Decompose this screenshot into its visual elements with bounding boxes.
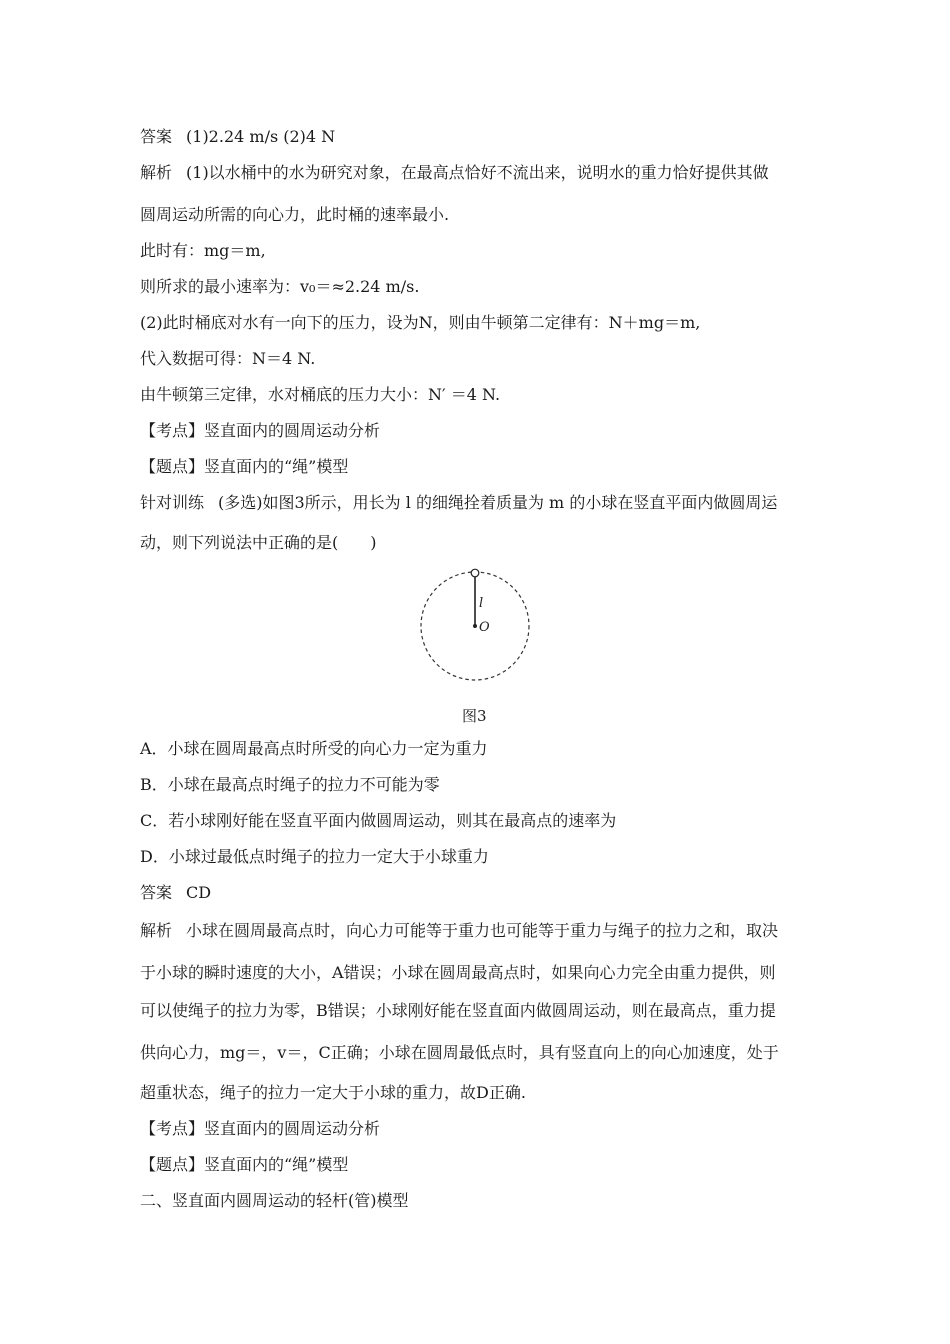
text-line: 供向心力，mg＝，v＝，C正确；小球在圆周最低点时，具有竖直向上的向心加速度，处于 <box>140 1043 779 1062</box>
answer-text: CD <box>186 883 212 902</box>
exercise-label: 针对训练 <box>140 493 205 512</box>
option-b: B．小球在最高点时绳子的拉力不可能为零 <box>140 775 440 794</box>
analysis-label: 解析 <box>140 163 173 182</box>
answer-label: 答案 <box>140 127 173 146</box>
text-line: 动，则下列说法中正确的是( ) <box>140 533 377 552</box>
section-heading: 二、竖直面内圆周运动的轻杆(管)模型 <box>140 1191 409 1210</box>
text-line: 可以使绳子的拉力为零，B错误；小球刚好能在竖直面内做圆周运动，则在最高点，重力提 <box>140 1001 776 1020</box>
answer-line-2 <box>140 883 211 903</box>
tidian-line: 【题点】竖直面内的“绳”模型 <box>140 1155 349 1174</box>
text-line: 超重状态，绳子的拉力一定大于小球的重力，故D正确. <box>140 1083 526 1102</box>
text-line: 则所求的最小速率为：v₀＝≈2.24 m/s. <box>140 277 420 296</box>
analysis-text: (1)以水桶中的水为研究对象，在最高点恰好不流出来，说明水的重力恰好提供其做 <box>186 163 769 182</box>
text-line: 由牛顿第三定律，水对桶底的压力大小：N′ ＝4 N. <box>140 385 501 404</box>
exercise-text: (多选)如图3所示，用长为 l 的细绳拴着质量为 m 的小球在竖直平面内做圆周运 <box>218 493 778 512</box>
text-line: 代入数据可得：N＝4 N. <box>140 349 316 368</box>
circle-diagram <box>415 565 535 685</box>
option-d: D．小球过最低点时绳子的拉力一定大于小球重力 <box>140 847 489 866</box>
kaodian-line: 【考点】竖直面内的圆周运动分析 <box>140 1119 381 1138</box>
tidian-line: 【题点】竖直面内的“绳”模型 <box>140 457 349 476</box>
analysis-text: 小球在圆周最高点时，向心力可能等于重力也可能等于重力与绳子的拉力之和，取决 <box>186 921 779 940</box>
figure-caption: 图3 <box>462 707 487 725</box>
option-c: C．若小球刚好能在竖直平面内做圆周运动，则其在最高点的速率为 <box>140 811 617 830</box>
analysis-label: 解析 <box>140 921 173 940</box>
center-point <box>473 624 477 628</box>
text-line: (2)此时桶底对水有一向下的压力，设为N，则由牛顿第二定律有：N＋mg＝m, <box>140 313 701 332</box>
text-line: 圆周运动所需的向心力，此时桶的速率最小. <box>140 205 450 224</box>
answer-line-1 <box>140 127 335 147</box>
answer-label: 答案 <box>140 883 173 902</box>
text-line: 于小球的瞬时速度的大小，A错误；小球在圆周最高点时，如果向心力完全由重力提供，则 <box>140 963 776 982</box>
label-l: l <box>479 596 484 611</box>
analysis-line-1 <box>140 163 769 183</box>
figure-3-diagram <box>415 565 535 685</box>
kaodian-line: 【考点】竖直面内的圆周运动分析 <box>140 421 381 440</box>
option-a: A．小球在圆周最高点时所受的向心力一定为重力 <box>140 739 488 758</box>
label-o: O <box>479 620 490 635</box>
text-line: 此时有：mg＝m, <box>140 241 266 260</box>
answer-text: (1)2.24 m/s (2)4 N <box>186 127 336 146</box>
exercise-line <box>140 493 777 513</box>
analysis-line-2 <box>140 921 778 941</box>
ball-icon <box>471 569 479 577</box>
